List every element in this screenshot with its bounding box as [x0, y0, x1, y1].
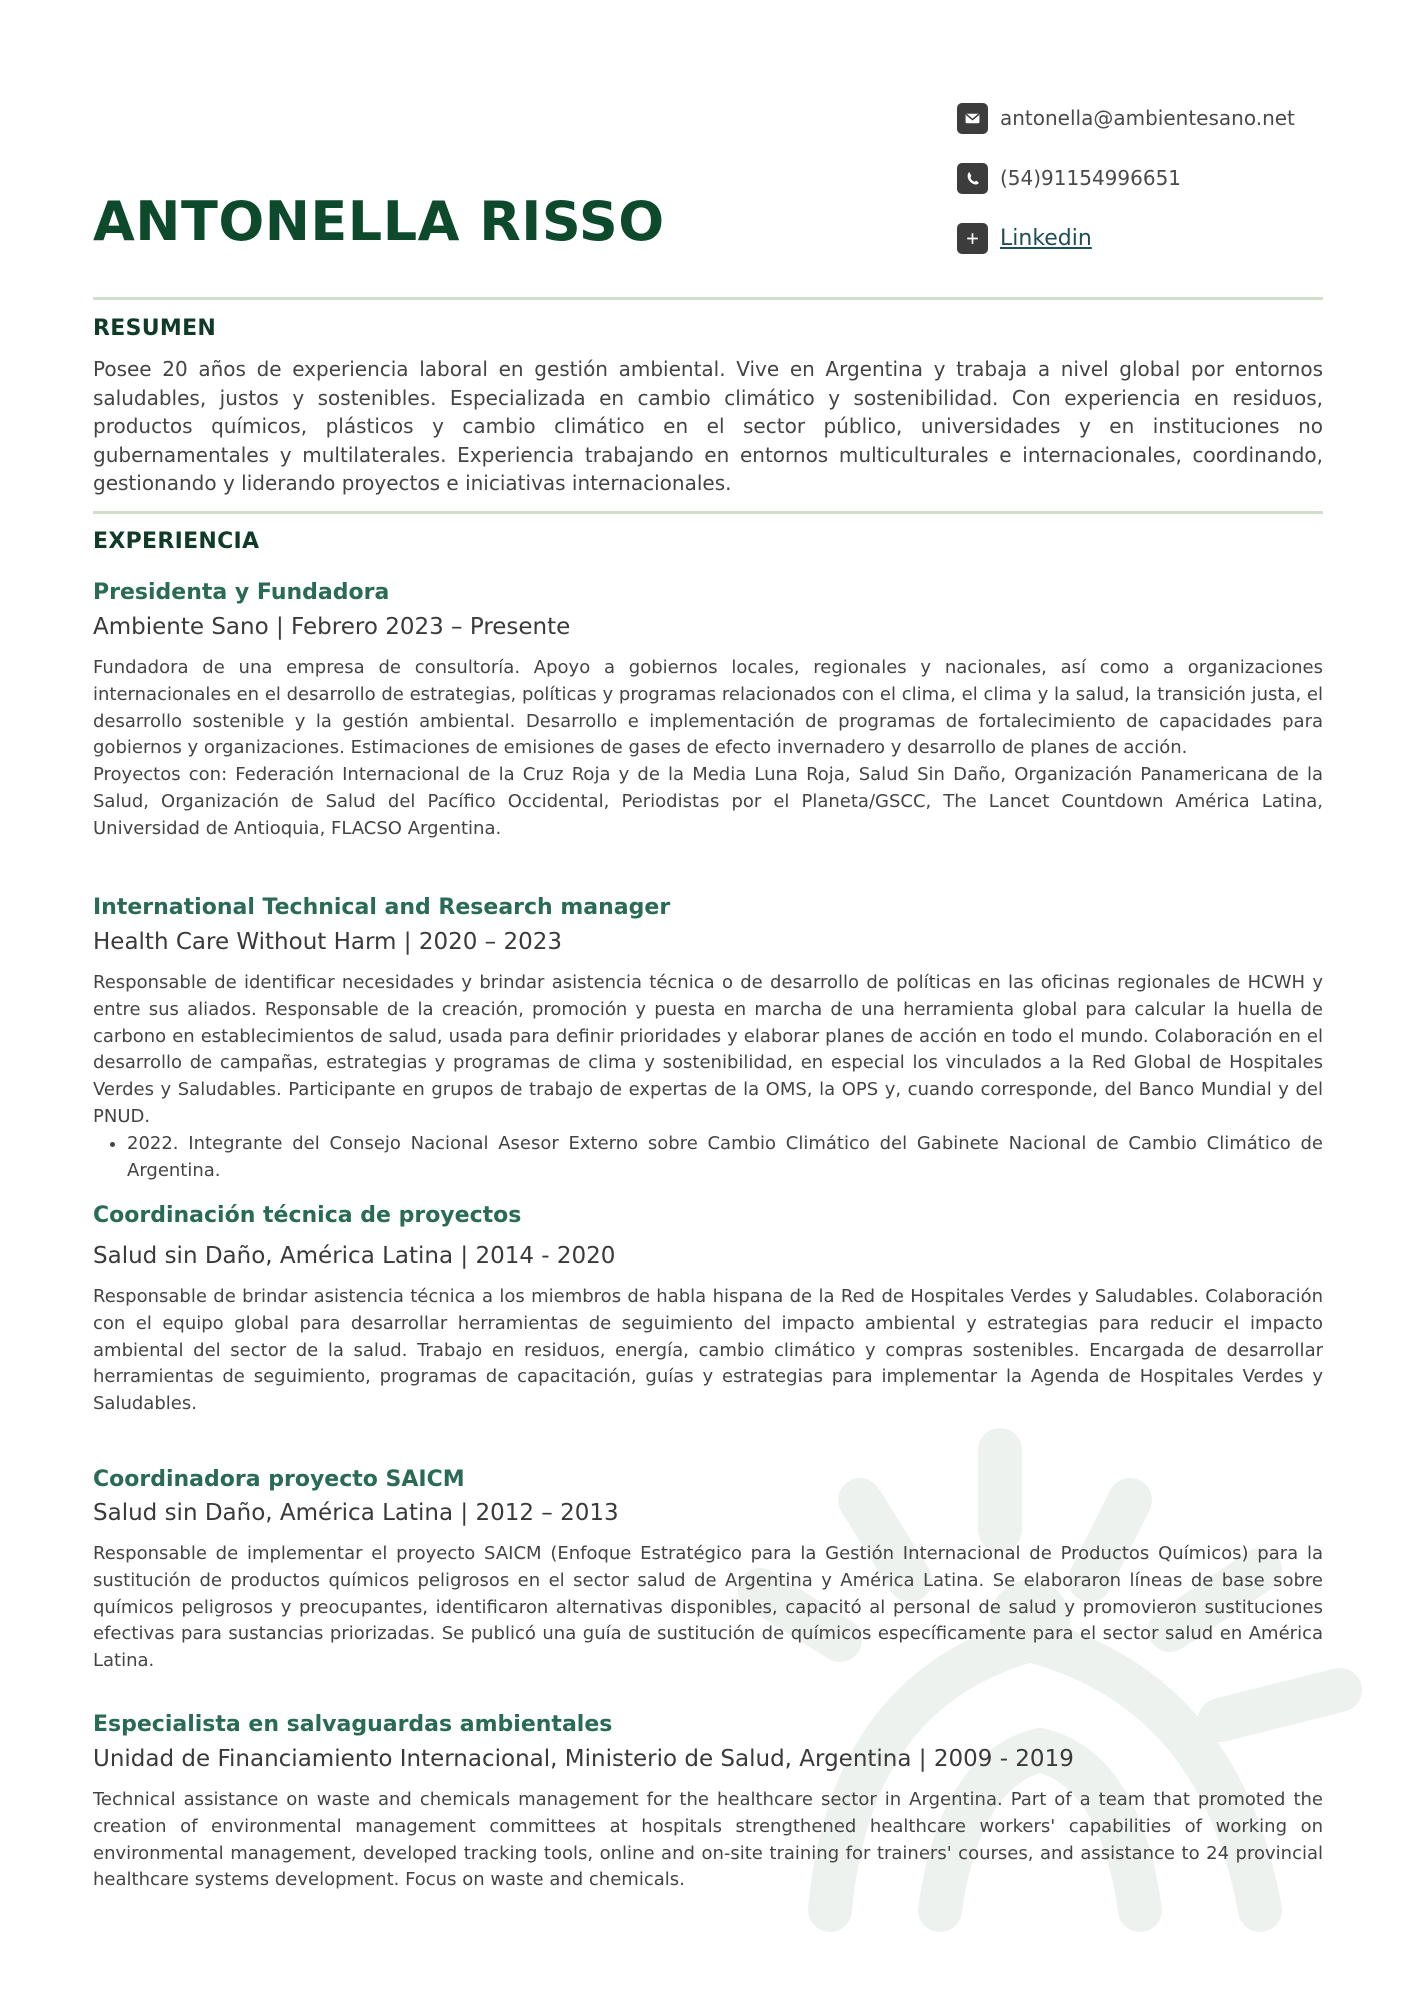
list-item: • 2022. Integrante del Consejo Nacional Asesor Externo sobre Cambio Climático del Gabinete Nacional de Cambio Climático de Argentina.	[127, 1131, 1323, 1185]
summary-heading: RESUMEN	[93, 316, 217, 341]
job-paragraph: Responsable de identificar necesidades y brindar asistencia técnica o de desarrollo de políticas en las oficinas regionales de HCWH y entre sus aliados. Responsable de la creación, promoción y puesta en marcha de una herramienta global para calcular la huella de carbono en establecimientos de salud, usada para definir prioridades y elaborar planes de acción en todo el mundo. Colaboración en el desarrollo de campañas, estrategias y programas de clima y sostenibilidad, en especial los vinculados a la Red Global de Hospitales Verdes y Saludables. Participante en grupos de trabajo de expertas de la OMS, la OPS y, cuando corresponde, del Banco Mundial y del PNUD.	[93, 972, 1323, 1127]
job-meta: Unidad de Financiamiento Internacional, Ministerio de Salud, Argentina | 2009 - 2019	[93, 1746, 1074, 1772]
page-title: ANTONELLA RISSO	[93, 190, 665, 253]
job-description	[93, 970, 1323, 1184]
contact-block	[957, 102, 1295, 282]
phone-icon	[957, 163, 988, 194]
linkedin-link[interactable]: Linkedin	[1000, 225, 1092, 251]
email-text: antonella@ambientesano.net	[1000, 106, 1295, 130]
job-description	[93, 1787, 1323, 1894]
job-bullets	[93, 1131, 1323, 1185]
envelope-icon	[957, 103, 988, 134]
job-meta: Health Care Without Harm | 2020 – 2023	[93, 929, 563, 955]
experience-heading: EXPERIENCIA	[93, 529, 260, 554]
job-title: Coordinadora proyecto SAICM	[93, 1467, 465, 1492]
phone-text: (54)91154996651	[1000, 166, 1182, 190]
job-title: International Technical and Research manager	[93, 895, 671, 920]
job-meta: Ambiente Sano | Febrero 2023 – Presente	[93, 614, 571, 640]
job-meta: Salud sin Daño, América Latina | 2014 - 2020	[93, 1243, 616, 1269]
job-description	[93, 655, 1323, 843]
job-title: Presidenta y Fundadora	[93, 580, 390, 605]
job-paragraph: Fundadora de una empresa de consultoría. Apoyo a gobiernos locales, regionales y nacionales, así como a organizaciones internacionales en el desarrollo de estrategias, políticas y programas relacionados con el clima, el clima y la salud, la transición justa, el desarrollo sostenible y la gestión ambiental. Desarrollo e implementación de programas de fortalecimiento de capacidades para gobiernos y organizaciones. Estimaciones de emisiones de gases de efecto invernadero y desarrollo de planes de acción.	[93, 657, 1323, 759]
contact-phone	[957, 162, 1295, 194]
job-description	[93, 1284, 1323, 1418]
job-title: Especialista en salvaguardas ambientales	[93, 1712, 613, 1737]
job-paragraph: Responsable de brindar asistencia técnica a los miembros de habla hispana de la Red de Hospitales Verdes y Saludables. Colaboración con el equipo global para desarrollar herramientas de seguimiento del impacto ambiental y estrategias para reducir el impacto ambiental del sector de la salud. Trabajo en residuos, energía, cambio climático y compras sostenibles. Encargada de desarrollar herramientas de seguimiento, programas de capacitación, guías y estrategias para implementar la Agenda de Hospitales Verdes y Saludables.	[93, 1286, 1323, 1415]
contact-email	[957, 102, 1295, 134]
summary-text: Posee 20 años de experiencia laboral en gestión ambiental. Vive en Argentina y trabaja a nivel global por entornos saludables, justos y sostenibles. Especializada en cambio climático y sostenibilidad. Con experiencia en residuos, productos químicos, plásticos y cambio climático en el sector público, universidades y en instituciones no gubernamentales y multilaterales. Experiencia trabajando en entornos multiculturales e internacionales, coordinando, gestionando y liderando proyectos e iniciativas internacionales.	[93, 357, 1323, 496]
contact-linkedin	[957, 222, 1295, 254]
divider	[93, 511, 1323, 514]
job-title: Coordinación técnica de proyectos	[93, 1203, 522, 1228]
job-paragraph: Proyectos con: Federación Internacional de la Cruz Roja y de la Media Luna Roja, Salud Sin Daño, Organización Panamericana de la Salud, Organización de Salud del Pacífico Occidental, Periodistas por el Planeta/GSCC, The Lancet Countdown América Latina, Universidad de Antioquia, FLACSO Argentina.	[93, 764, 1323, 839]
job-description	[93, 1541, 1323, 1675]
plus-icon	[957, 223, 988, 254]
job-paragraph: Technical assistance on waste and chemicals management for the healthcare sector in Argentina. Part of a team that promoted the creation of environmental management committees at hospitals strengthened healthcare workers' capabilities of working on environmental management, developed tracking tools, online and on-site training for trainers' courses, and assistance to 24 provincial healthcare systems development. Focus on waste and chemicals.	[93, 1789, 1323, 1891]
job-paragraph: Responsable de implementar el proyecto SAICM (Enfoque Estratégico para la Gestión Internacional de Productos Químicos) para la sustitución de productos químicos peligrosos en el sector salud de Argentina y América Latina. Se elaboraron líneas de base sobre químicos peligrosos y preocupantes, identificaron alternativas disponibles, capacitó al personal de salud y promovieron sustituciones efectivas para sustancias priorizadas. Se publicó una guía de sustitución de químicos específicamente para el sector salud en América Latina.	[93, 1543, 1323, 1672]
divider	[93, 297, 1323, 300]
job-meta: Salud sin Daño, América Latina | 2012 – 2013	[93, 1500, 619, 1526]
